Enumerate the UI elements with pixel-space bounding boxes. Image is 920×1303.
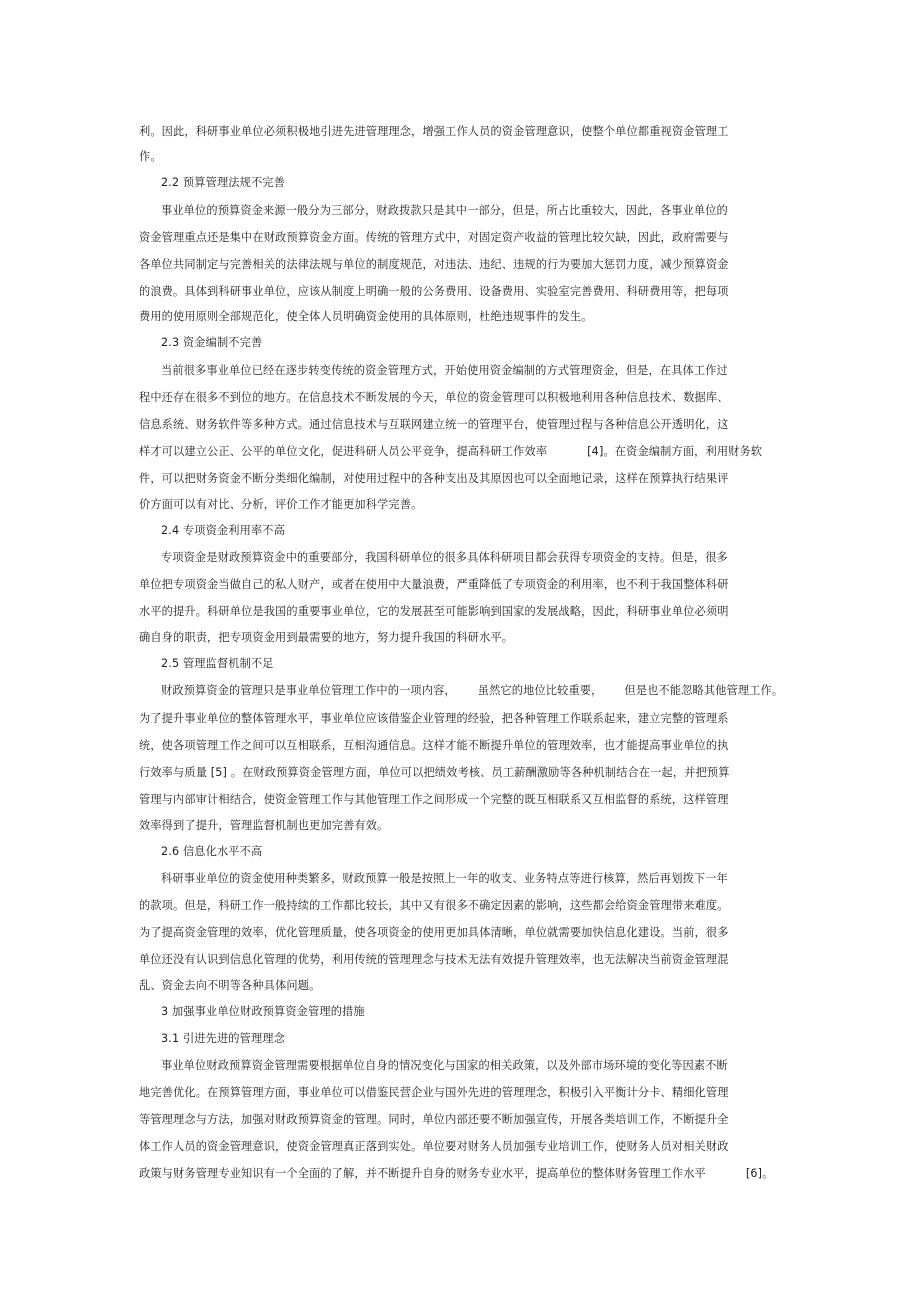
section-heading-2-5: 2.5 管理监督机制不足 <box>161 657 274 670</box>
body-line: 的浪费。具体到科研事业单位，应该从制度上明确一般的公务费用、设备费用、实验室完善费用、科研费用等，把每项 <box>139 285 729 298</box>
body-line: 行效率与质量 [5] 。在财政预算资金管理方面，单位可以把绩效考核、员工薪酬激励等各种机制结合在一起，并把预算 <box>139 766 730 779</box>
line-text: 样才可以建立公正、公平的单位文化，促进科研人员公平竞争，提高科研工作效率 <box>139 445 548 458</box>
citation-6: [6] <box>745 1167 763 1180</box>
body-line: 等管理理念与方法，加强对财政预算资金的管理。同时，单位内部还要不断加强宣传，开展各类培训工作，不断提升全 <box>139 1113 729 1126</box>
body-line: 件，可以把财务资金不断分类细化编制，对使用过程中的各种支出及其原因也可以全面地记录，这样在预算执行结果评 <box>139 472 729 485</box>
body-line: 为了提高资金管理的效率，优化管理质量，使各项资金的使用更加具体清晰，单位就需要加快信息化建设。当前，很多 <box>139 926 729 939</box>
line-text-after: 。在资金编制方面，利用财务软 <box>603 445 763 458</box>
paragraph-first-line: 科研事业单位的资金使用种类繁多，财政预算一般是按照上一年的收支、业务特点等进行核算，然后再划拨下一年 <box>161 872 728 885</box>
body-line: 管理与内部审计相结合，使资金管理工作与其他管理工作之间形成一个完整的既互相联系又互相监督的系统，这样管理 <box>139 793 729 806</box>
body-line: 为了提升事业单位的整体管理水平，事业单位应该借鉴企业管理的经验，把各种管理工作联系起来，建立完整的管理系 <box>139 712 729 725</box>
body-line: 费用的使用原则全部规范化，使全体人员明确资金使用的具体原则，杜绝违规事件的发生。 <box>139 310 593 323</box>
body-line: 水平的提升。科研单位是我国的重要事业单位，它的发展甚至可能影响到国家的发展战略，因此，科研事业单位必须明 <box>139 605 729 618</box>
body-line: 资金管理重点还是集中在财政预算资金方面。传统的管理方式中，对固定资产收益的管理比较欠缺，因此，政府需要与 <box>139 231 729 244</box>
body-line: 单位把专项资金当做自己的私人财产，或者在使用中大量浪费，严重降低了专项资金的利用率，也不利于我国整体科研 <box>139 578 729 591</box>
paragraph-first-line: 当前很多事业单位已经在逐步转变传统的资金管理方式，开始使用资金编制的方式管理资金，但是，在具体工作过 <box>161 364 728 377</box>
body-line-with-citation <box>139 444 762 460</box>
section-heading-3-1: 3.1 引进先进的管理理念 <box>161 1032 285 1045</box>
body-line: 程中还存在很多不到位的地方。在信息技术不断发展的今天，单位的资金管理可以积极地利用各种信息技术、数据库、 <box>139 391 729 404</box>
section-heading-3: 3 加强事业单位财政预算资金管理的措施 <box>161 1005 365 1018</box>
paragraph-first-line: 事业单位财政预算资金管理需要根据单位自身的情况变化与国家的相关政策，以及外部市场环境的变化等因素不断 <box>161 1059 728 1072</box>
paragraph-first-line <box>161 683 783 699</box>
citation-4: [4] <box>587 445 604 458</box>
body-line: 确自身的职责，把专项资金用到最需要的地方，努力提升我国的科研水平。 <box>139 631 514 644</box>
body-line-with-citation <box>139 1166 774 1182</box>
body-line: 各单位共同制定与完善相关的法律法规与单位的制度规范，对违法、违纪、违规的行为要加大惩罚力度，减少预算资金 <box>139 258 729 271</box>
body-line: 统，使各项管理工作之间可以互相联系，互相沟通信息。这样才能不断提升单位的管理效率，也才能提高事业单位的执 <box>139 739 729 752</box>
line-text: 财政预算资金的管理只是事业单位管理工作中的一项内容， <box>161 684 456 697</box>
body-line: 信息系统、财务软件等多种方式。通过信息技术与互联网建立统一的管理平台，使管理过程与各种信息公开透明化，这 <box>139 418 729 431</box>
section-heading-2-2: 2.2 预算管理法规不完善 <box>161 176 285 189</box>
line-text-part-2: 虽然它的地位比较重要， <box>477 684 603 697</box>
line-text: 政策与财务管理专业知识有一个全面的了解，并不断提升自身的财务专业水平，提高单位的整体财务管理工作水平 <box>139 1167 706 1180</box>
line-text-after: 。 <box>762 1167 774 1180</box>
body-line: 的款项。但是，科研工作一般持续的工作都比较长，其中又有很多不确定因素的影响，这些都会给资金管理带来难度。 <box>139 899 729 912</box>
paragraph-first-line: 事业单位的预算资金来源一般分为三部分，财政拨款只是其中一部分，但是，所占比重较大，因此，各事业单位的 <box>161 204 728 217</box>
section-heading-2-6: 2.6 信息化水平不高 <box>161 845 263 858</box>
body-line: 单位还没有认识到信息化管理的优势，利用传统的管理理念与技术无法有效提升管理效率，也无法解决当前资金管理混 <box>139 953 729 966</box>
section-heading-2-4: 2.4 专项资金利用率不高 <box>161 524 285 537</box>
body-line: 体工作人员的资金管理意识，使资金管理真正落到实处。单位要对财务人员加强专业培训工作，使财务人员对相关财政 <box>139 1140 729 1153</box>
line-text-part-3: 但是也不能忽略其他管理工作。 <box>624 684 784 697</box>
section-heading-2-3: 2.3 资金编制不完善 <box>161 336 263 349</box>
paragraph-first-line: 专项资金是财政预算资金中的重要部分，我国科研单位的很多具体科研项目都会获得专项资金的支持。但是，很多 <box>161 551 728 564</box>
body-line: 地完善优化。在预算管理方面，事业单位可以借鉴民营企业与国外先进的管理理念，积极引入平衡计分卡、精细化管理 <box>139 1086 729 1099</box>
body-line: 乱、资金去向不明等各种具体问题。 <box>139 979 321 992</box>
body-line: 价方面可以有对比、分析，评价工作才能更加科学完善。 <box>139 498 423 511</box>
body-line: 作。 <box>139 150 162 163</box>
body-line: 效率得到了提升，管理监督机制也更加完善有效。 <box>139 819 389 832</box>
body-line: 利。因此，科研事业单位必须积极地引进先进管理理念，增强工作人员的资金管理意识，使整个单位都重视资金管理工 <box>139 125 729 138</box>
